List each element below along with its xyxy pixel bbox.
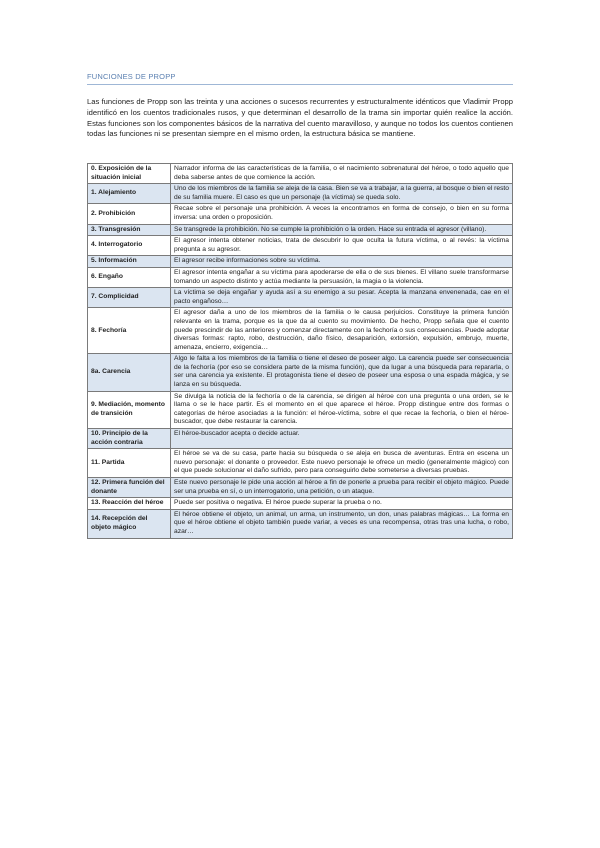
function-name: 1. Alejamiento xyxy=(88,184,171,204)
function-name: 9. Mediación, momento de transición xyxy=(88,391,171,428)
function-description: Algo le falta a los miembros de la familia o tiene el deseo de poseer algo. La carencia puede ser consecuencia de la fechoría (por eso se considera parte de la misma función), que da lugar a una búsqueda para repararla, o ser una carencia ya existente. El protagonista tiene el deseo de poseer una esposa o una espada mágica, y se lanza en su búsqueda. xyxy=(171,354,513,391)
function-name: 2. Prohibición xyxy=(88,204,171,224)
table-row xyxy=(88,184,513,204)
function-description: El agresor intenta engañar a su víctima para apoderarse de ella o de sus bienes. El villano suele transformarse tomando un aspecto distinto y actúa mediante la persuasión, la magia o la violencia. xyxy=(171,267,513,287)
function-description: El héroe-buscador acepta o decide actuar. xyxy=(171,429,513,449)
function-name: 14. Recepción del objeto mágico xyxy=(88,509,171,538)
intro-paragraph: Las funciones de Propp son las treinta y una acciones o sucesos recurrentes y estructuralmente idénticos que Vladimir Propp identificó en los cuentos tradicionales rusos, y que determinan el desarrollo de la trama sin importar quién realice la acción. Estas funciones son los componentes básicos de la narrativa del cuento maravilloso, y aunque no todos los cuentos contienen todas las funciones ni se presentan siempre en el mismo orden, la estructura básica se mantiene. xyxy=(87,97,513,139)
table-row xyxy=(88,224,513,236)
function-name: 13. Reacción del héroe xyxy=(88,498,171,510)
table-row xyxy=(88,478,513,498)
function-name: 3. Transgresión xyxy=(88,224,171,236)
function-description: Recae sobre el personaje una prohibición. A veces la encontramos en forma de consejo, o bien en su forma inversa: una orden o proposición. xyxy=(171,204,513,224)
function-name: 4. Interrogatorio xyxy=(88,236,171,256)
function-description: Se transgrede la prohibición. No se cumple la prohibición o la orden. Hace su entrada el agresor (villano). xyxy=(171,224,513,236)
title-divider xyxy=(87,84,513,85)
table-row xyxy=(88,354,513,391)
function-description: La víctima se deja engañar y ayuda así a su enemigo a su pesar. Acepta la manzana envenenada, cae en el pacto engañoso… xyxy=(171,288,513,308)
functions-table xyxy=(87,163,513,539)
table-row xyxy=(88,256,513,268)
function-description: Se divulga la noticia de la fechoría o de la carencia, se dirigen al héroe con una pregunta o una orden, se le llama o se le hace partir. Es el momento en el que aparece el héroe. Propp distingue entre dos formas o categorías de héroe asociadas a la función: el héroe-víctima, sobre el que recae la fechoría, o bien el héroe-buscador, que debe restaurar la carencia. xyxy=(171,391,513,428)
function-name: 0. Exposición de la situación inicial xyxy=(88,164,171,184)
table-row xyxy=(88,204,513,224)
table-row xyxy=(88,509,513,538)
table-row xyxy=(88,449,513,478)
function-name: 12. Primera función del donante xyxy=(88,478,171,498)
table-row xyxy=(88,288,513,308)
function-description: El agresor intenta obtener noticias, trata de descubrir lo que oculta la futura víctima, o al revés: la víctima pregunta a su agresor. xyxy=(171,236,513,256)
function-name: 8. Fechoría xyxy=(88,308,171,354)
table-row xyxy=(88,267,513,287)
table-row xyxy=(88,391,513,428)
table-row xyxy=(88,429,513,449)
function-name: 10. Principio de la acción contraria xyxy=(88,429,171,449)
function-name: 7. Complicidad xyxy=(88,288,171,308)
function-name: 5. Información xyxy=(88,256,171,268)
function-description: El agresor daña a uno de los miembros de la familia o le causa perjuicios. Constituye la primera función relevante en la trama, porque es la que da al cuento su movimiento. De hecho, Propp señala que el cuento puede prescindir de las anteriores y comenzar directamente con la fechoría o sus consecuencias. Puede adoptar diversas formas: rapto, robo, destrucción, daño físico, desaparición, extorsión, expulsión, embrujo, muerte, amenaza, encierro, exigencia… xyxy=(171,308,513,354)
function-description: Este nuevo personaje le pide una acción al héroe a fin de ponerle a prueba para recibir el objeto mágico. Puede ser una prueba en sí, o un interrogatorio, una petición, o un ataque. xyxy=(171,478,513,498)
function-description: Puede ser positiva o negativa. El héroe puede superar la prueba o no. xyxy=(171,498,513,510)
function-name: 6. Engaño xyxy=(88,267,171,287)
function-description: Uno de los miembros de la familia se aleja de la casa. Bien se va a trabajar, a la guerra, al bosque o bien el resto de su familia muere. El caso es que un personaje (la víctima) se queda solo. xyxy=(171,184,513,204)
function-description: El héroe obtiene el objeto, un animal, un arma, un instrumento, un don, unas palabras mágicas… La forma en que el héroe obtiene el objeto también puede variar, a veces es una recompensa, otras tras una lucha, o robo, azar… xyxy=(171,509,513,538)
function-description: El agresor recibe informaciones sobre su víctima. xyxy=(171,256,513,268)
table-row xyxy=(88,164,513,184)
table-row xyxy=(88,308,513,354)
function-name: 8a. Carencia xyxy=(88,354,171,391)
table-row xyxy=(88,236,513,256)
document-title: FUNCIONES DE PROPP xyxy=(87,72,176,81)
function-description: Narrador informa de las características de la familia, o el nacimiento sobrenatural del héroe, o todo aquello que deba saberse antes de que comience la acción. xyxy=(171,164,513,184)
function-description: El héroe se va de su casa, parte hacia su búsqueda o se aleja en busca de aventuras. Entra en escena un nuevo personaje: el donante o proveedor. Este nuevo personaje le ofrece un medio (generalmente mágico) con el que puede solucionar el daño sufrido, pero para conseguirlo debe someterse a diversas pruebas. xyxy=(171,449,513,478)
function-name: 11. Partida xyxy=(88,449,171,478)
table-row xyxy=(88,498,513,510)
